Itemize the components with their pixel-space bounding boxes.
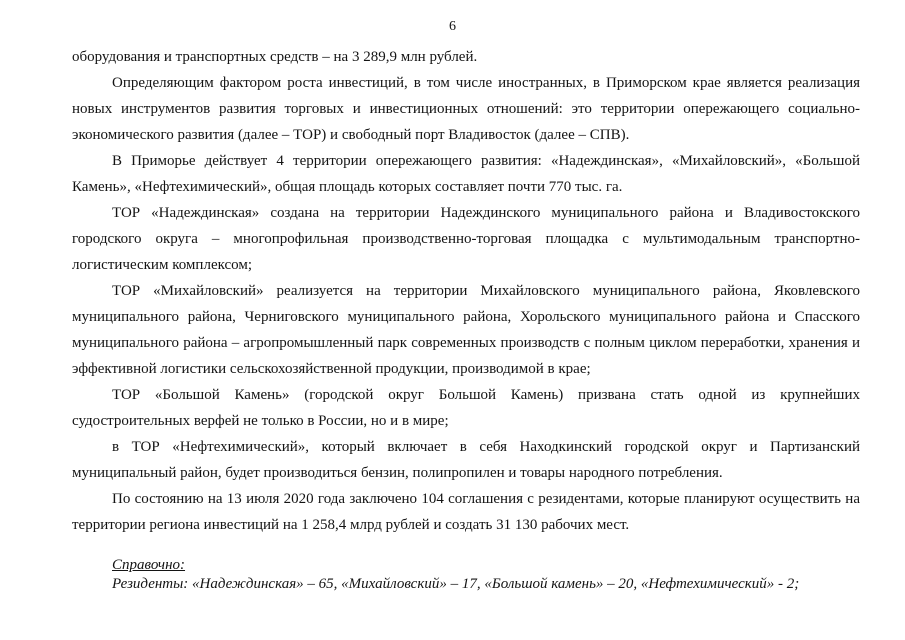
paragraph-tor-neftekhimichesky: в ТОР «Нефтехимический», который включает в себя Находкинский городской округ и Партизанский муниципальный район, будет производиться бензин, полипропилен и товары народного потребления. [72,439,860,481]
reference-label: Справочно: [112,557,186,573]
paragraph-tor-mikhailovsky: ТОР «Михайловский» реализуется на территории Михайловского муниципального района, Яковлевского муниципального района, Черниговского муниципального района, Хорольского муниципального района и Спасского муниципального района – агропромышленный парк современных производств с полным циклом переработки, хранения и эффективной логистики сельскохозяйственной продукции, производимой в крае; [72,283,860,377]
paragraph-tor-nadezhdinskaya: ТОР «Надеждинская» создана на территории Надеждинского муниципального района и Владивостокского городского округа – многопрофильная производственно-торговая площадка с мультимодальным транспортно-логистическим комплексом; [72,205,860,273]
reference-residents-text: Резиденты: «Надеждинская» – 65, «Михайловский» – 17, «Большой камень» – 20, «Нефтехимический» - 2; [112,576,800,592]
reference-note [112,556,872,594]
paragraph-agreements-status: По состоянию на 13 июля 2020 года заключено 104 соглашения с резидентами, которые планируют осуществить на территории региона инвестиций на 1 258,4 млрд рублей и создать 31 130 рабочих мест. [72,491,860,533]
paragraph-territories-overview: В Приморье действует 4 территории опережающего развития: «Надеждинская», «Михайловский», «Большой Камень», «Нефтехимический», общая площадь которых составляет почти 770 тыс. га. [72,153,860,195]
paragraph-investment-factors: Определяющим фактором роста инвестиций, в том числе иностранных, в Приморском крае является реализация новых инструментов развития торговых и инвестиционных отношений: это территории опережающего социально-экономического развития (далее – ТОР) и свободный порт Владивосток (далее – СПВ). [72,75,860,143]
document-body [72,44,860,538]
page-number: 6 [449,19,456,34]
paragraph-continuation: оборудования и транспортных средств – на 3 289,9 млн рублей. [72,49,478,65]
paragraph-tor-bolshoy-kamen: ТОР «Большой Камень» (городской округ Большой Камень) призвана стать одной из крупнейших судостроительных верфей не только в России, но и в мире; [72,387,860,429]
